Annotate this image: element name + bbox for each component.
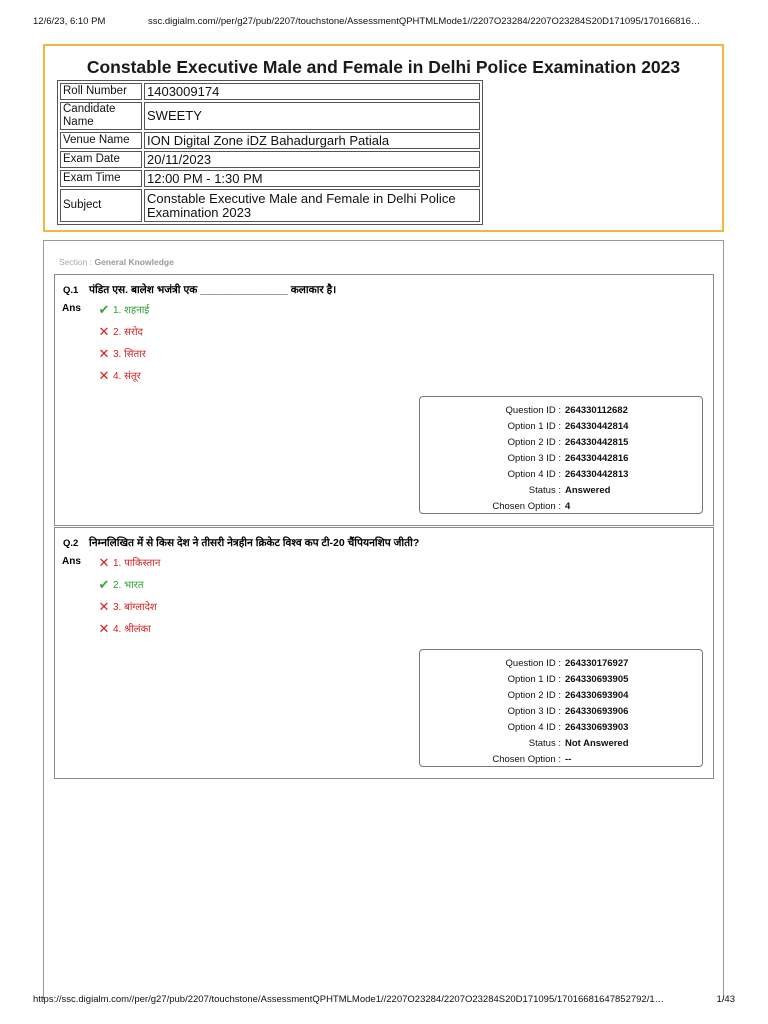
meta-option-2-id bbox=[420, 437, 702, 451]
meta-label: Option 2 ID : bbox=[507, 690, 561, 701]
info-row-subject bbox=[60, 189, 480, 222]
print-footer-url: https://ssc.digialm.com//per/g27/pub/2207/touchstone/AssessmentQPHTMLMode1//2207O23284/2207O23284S20D171095/17016681647852792/1… bbox=[33, 994, 665, 1005]
option-label: 3. बांग्लादेश bbox=[113, 602, 157, 613]
meta-option-1-id bbox=[420, 421, 702, 435]
info-row-candidate-name bbox=[60, 102, 480, 130]
meta-status bbox=[420, 738, 702, 752]
meta-value: Not Answered bbox=[565, 738, 629, 749]
info-row-exam-time bbox=[60, 170, 480, 187]
cross-icon: ✕ bbox=[98, 368, 110, 384]
option-4 bbox=[97, 368, 141, 384]
meta-label: Option 4 ID : bbox=[507, 469, 561, 480]
meta-value: 4 bbox=[565, 501, 571, 512]
meta-value: 264330693904 bbox=[565, 690, 629, 701]
exam-title: Constable Executive Male and Female in Delhi Police Examination 2023 bbox=[86, 57, 681, 77]
meta-label: Status : bbox=[528, 738, 561, 749]
meta-value: 264330176927 bbox=[565, 658, 629, 669]
section-prefix: Section : bbox=[59, 257, 93, 267]
info-key: Candidate Name bbox=[60, 102, 142, 130]
option-label: 1. पाकिस्तान bbox=[113, 558, 161, 569]
info-value: Constable Executive Male and Female in Delhi Police Examination 2023 bbox=[144, 189, 480, 222]
cross-icon: ✕ bbox=[98, 555, 110, 571]
option-1 bbox=[97, 555, 160, 571]
meta-label: Status : bbox=[528, 485, 561, 496]
meta-option-3-id bbox=[420, 453, 702, 467]
info-key: Subject bbox=[60, 189, 142, 222]
meta-label: Option 2 ID : bbox=[507, 437, 561, 448]
meta-value: 264330693903 bbox=[565, 722, 629, 733]
print-header bbox=[33, 16, 735, 30]
meta-option-2-id bbox=[420, 690, 702, 704]
section-label bbox=[59, 257, 174, 267]
meta-value: 264330112682 bbox=[565, 405, 628, 416]
meta-value: 264330442814 bbox=[565, 421, 629, 432]
print-url: ssc.digialm.com//per/g27/pub/2207/touchstone/AssessmentQPHTMLMode1//2207O23284/2207O23284S20D171095/170166816… bbox=[148, 16, 701, 27]
info-value: ION Digital Zone iDZ Bahadurgarh Patiala bbox=[144, 132, 480, 149]
option-2 bbox=[97, 324, 143, 340]
info-key: Exam Date bbox=[60, 151, 142, 168]
option-4 bbox=[97, 621, 151, 637]
meta-label: Question ID : bbox=[505, 658, 561, 669]
cross-icon: ✕ bbox=[98, 621, 110, 637]
meta-label: Option 3 ID : bbox=[507, 453, 561, 464]
meta-value: -- bbox=[565, 754, 572, 765]
check-icon: ✔ bbox=[98, 577, 110, 593]
option-3 bbox=[97, 599, 157, 615]
meta-value: 264330693906 bbox=[565, 706, 629, 717]
question-text: पंडित एस. बालेश भजंत्री एक _______________ कलाकार है। bbox=[89, 284, 337, 296]
meta-label: Option 3 ID : bbox=[507, 706, 561, 717]
info-key: Exam Time bbox=[60, 170, 142, 187]
option-3 bbox=[97, 346, 146, 362]
cross-icon: ✕ bbox=[98, 324, 110, 340]
question-block-2 bbox=[54, 527, 714, 779]
meta-option-4-id bbox=[420, 469, 702, 483]
meta-label: Chosen Option : bbox=[492, 754, 561, 765]
info-key: Venue Name bbox=[60, 132, 142, 149]
meta-value: 264330442816 bbox=[565, 453, 629, 464]
meta-value: 264330693905 bbox=[565, 674, 629, 685]
option-label: 4. श्रीलंका bbox=[113, 624, 151, 635]
meta-chosen-option bbox=[420, 754, 702, 768]
meta-question-id bbox=[420, 658, 702, 672]
ans-label: Ans bbox=[62, 303, 81, 314]
question-number: Q.1 bbox=[63, 285, 79, 296]
info-row-exam-date bbox=[60, 151, 480, 168]
print-footer bbox=[33, 994, 735, 1008]
meta-value: 264330442815 bbox=[565, 437, 629, 448]
meta-label: Chosen Option : bbox=[492, 501, 561, 512]
meta-value: Answered bbox=[565, 485, 611, 496]
question-number: Q.2 bbox=[63, 538, 79, 549]
meta-label: Option 1 ID : bbox=[507, 674, 561, 685]
option-label: 2. भारत bbox=[113, 580, 144, 591]
option-1 bbox=[97, 302, 149, 318]
question-block-1 bbox=[54, 274, 714, 526]
ans-label: Ans bbox=[62, 556, 81, 567]
cross-icon: ✕ bbox=[98, 346, 110, 362]
meta-value: 264330442813 bbox=[565, 469, 629, 480]
question-meta-box bbox=[419, 649, 703, 767]
option-label: 1. शहनाई bbox=[113, 305, 150, 316]
print-datetime: 12/6/23, 6:10 PM bbox=[33, 16, 106, 27]
section-name: General Knowledge bbox=[94, 257, 174, 267]
info-row-roll-number bbox=[60, 83, 480, 100]
option-label: 3. सितार bbox=[113, 349, 146, 360]
meta-question-id bbox=[420, 405, 702, 419]
meta-label: Option 1 ID : bbox=[507, 421, 561, 432]
info-value: 1403009174 bbox=[144, 83, 480, 100]
meta-option-3-id bbox=[420, 706, 702, 720]
info-value: SWEETY bbox=[144, 102, 480, 130]
info-value: 20/11/2023 bbox=[144, 151, 480, 168]
info-value: 12:00 PM - 1:30 PM bbox=[144, 170, 480, 187]
meta-option-1-id bbox=[420, 674, 702, 688]
candidate-info-table bbox=[57, 80, 483, 225]
meta-chosen-option bbox=[420, 501, 702, 515]
meta-status bbox=[420, 485, 702, 499]
candidate-info-box bbox=[43, 44, 724, 232]
option-2 bbox=[97, 577, 144, 593]
info-key: Roll Number bbox=[60, 83, 142, 100]
meta-label: Option 4 ID : bbox=[507, 722, 561, 733]
question-meta-box bbox=[419, 396, 703, 514]
option-label: 2. सरोद bbox=[113, 327, 143, 338]
page-number: 1/43 bbox=[716, 994, 735, 1005]
meta-label: Question ID : bbox=[505, 405, 561, 416]
option-label: 4. संतूर bbox=[113, 371, 141, 382]
cross-icon: ✕ bbox=[98, 599, 110, 615]
meta-option-4-id bbox=[420, 722, 702, 736]
question-text: निम्नलिखित में से किस देश ने तीसरी नेत्रहीन क्रिकेट विश्व कप टी-20 चैंपियनशिप जीती? bbox=[89, 537, 420, 549]
info-row-venue-name bbox=[60, 132, 480, 149]
check-icon: ✔ bbox=[98, 302, 110, 318]
